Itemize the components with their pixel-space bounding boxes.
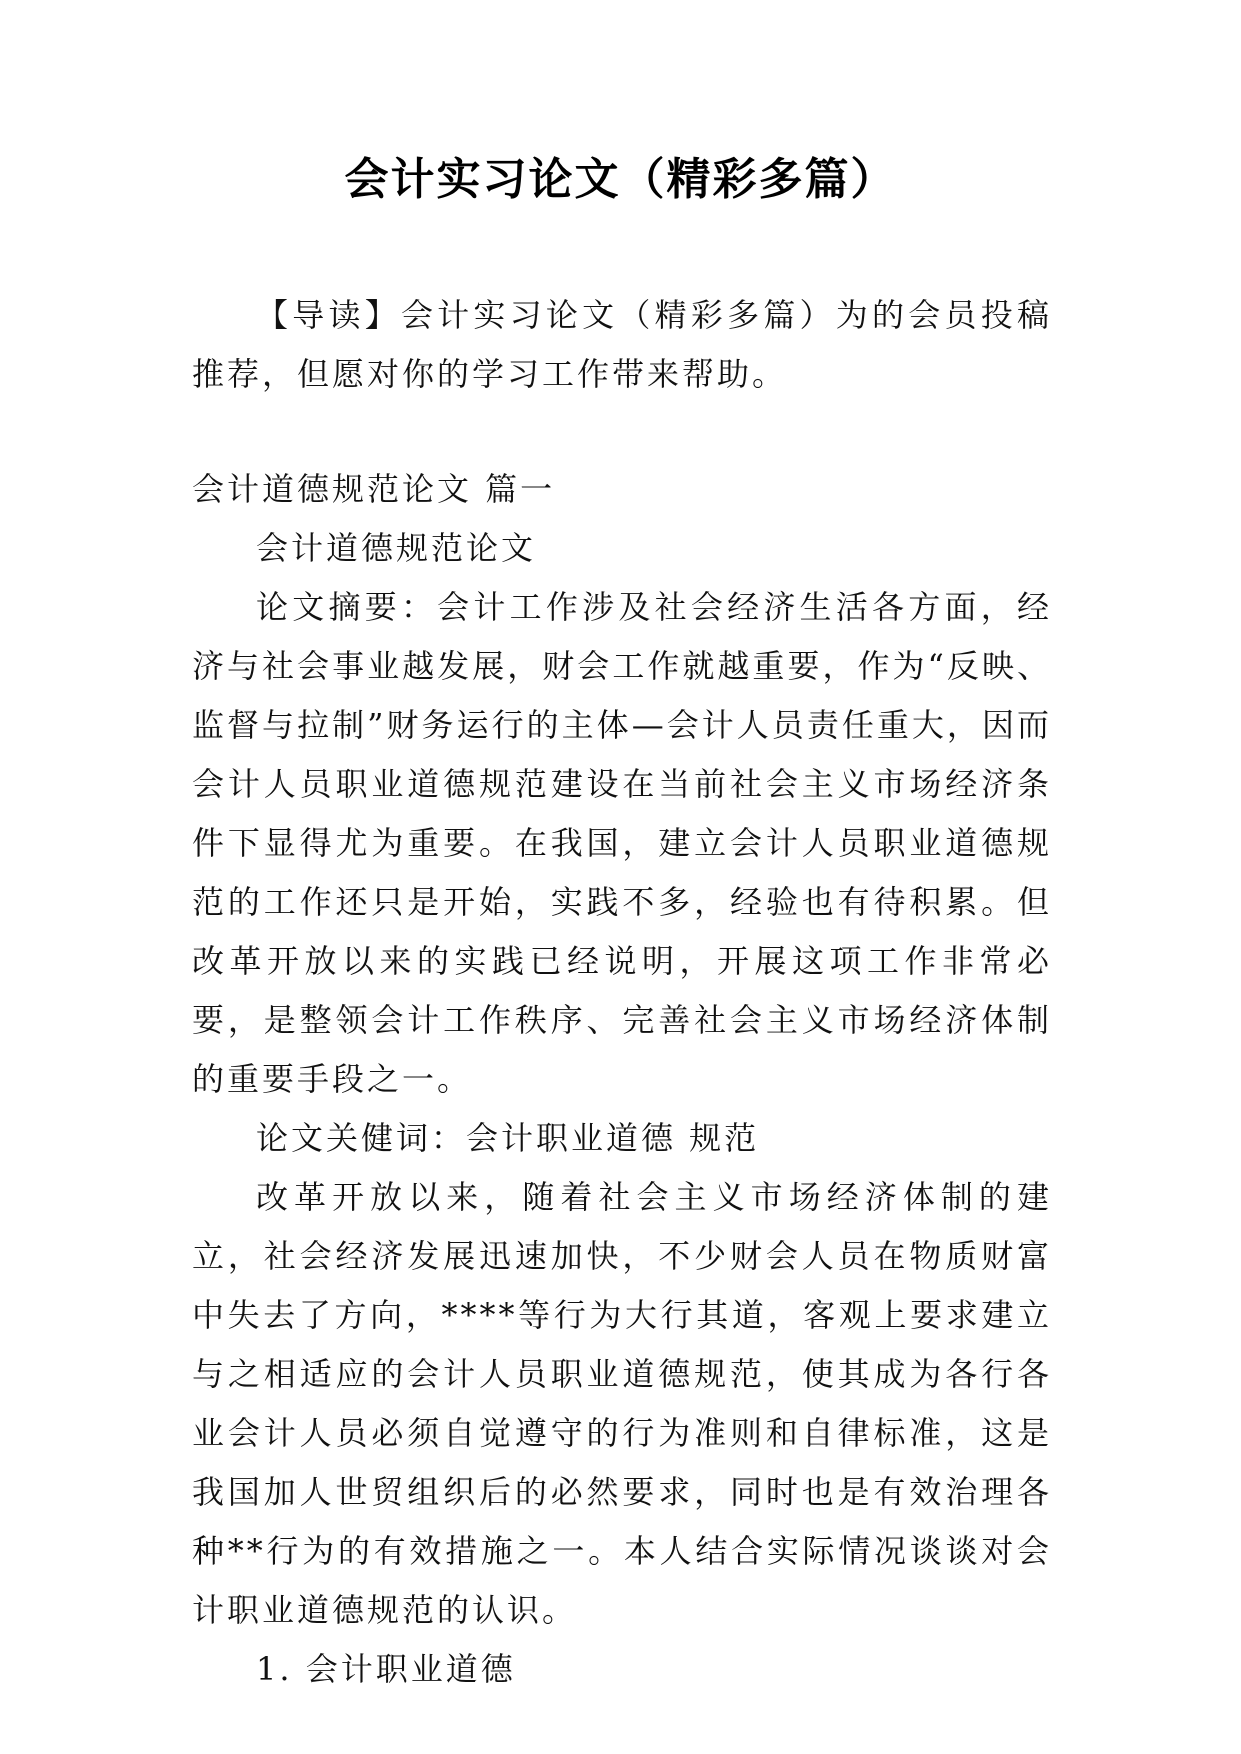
intro-block — [192, 286, 1052, 404]
numbered-heading-1: 1. 会计职业道德 — [256, 1650, 516, 1688]
body-paragraph-1: 改革开放以来，随着社会主义市场经济体制的建立，社会经济发展迅速加快，不少财会人员在物质财富中失去了方向，****等行为大行其道，客观上要求建立与之相适应的会计人员职业道德规范，使其成为各行各业会计人员必须自觉遵守的行为准则和自律标准，这是我国加人世贸组织后的必然要求，同时也是有效治理各种**行为的有效措施之一。本人结合实际情况谈谈对会计职业道德规范的认识。 — [192, 1178, 1052, 1629]
paper-title: 会计道德规范论文 — [256, 529, 537, 567]
intro-paragraph: 【导读】会计实习论文（精彩多篇）为的会员投稿推荐，但愿对你的学习工作带来帮助。 — [192, 296, 1052, 393]
section-heading: 会计道德规范论文 篇一 — [192, 470, 556, 508]
document-title: 会计实习论文（精彩多篇） — [344, 154, 897, 205]
main-content — [192, 460, 1052, 1699]
abstract-paragraph: 论文摘要：会计工作涉及社会经济生活各方面，经济与社会事业越发展，财会工作就越重要，作为“反映、监督与拉制”财务运行的主体—会计人员责任重大，因而会计人员职业道德规范建设在当前社会主义市场经济条件下显得尤为重要。在我国，建立会计人员职业道德规范的工作还只是开始，实践不多，经验也有待积累。但改革开放以来的实践已经说明，开展这项工作非常必要，是整领会计工作秩序、完善社会主义市场经济体制的重要手段之一。 — [192, 588, 1052, 1098]
keywords-line: 论文关健词：会计职业道德 规范 — [256, 1119, 760, 1157]
